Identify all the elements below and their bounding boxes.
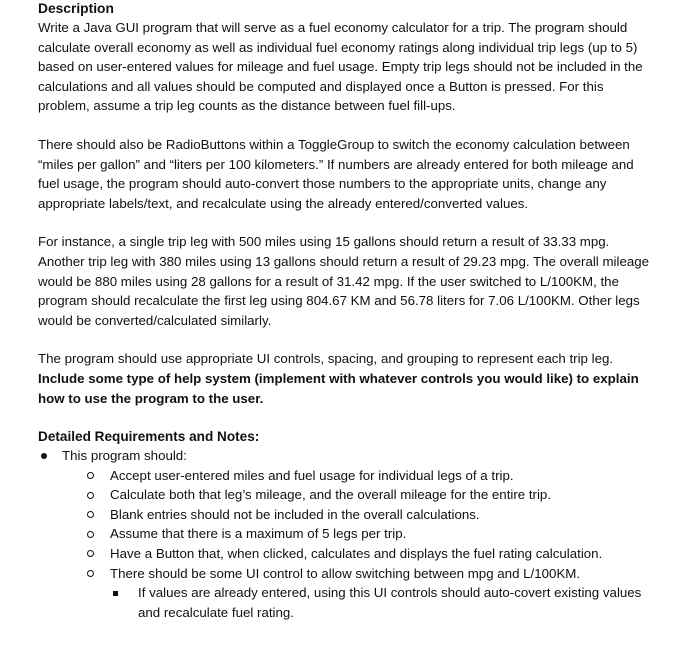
requirements-subsublist [38, 583, 658, 622]
bullet-square-icon [113, 583, 138, 603]
paragraph-spacer [38, 330, 658, 349]
requirements-heading: Detailed Requirements and Notes: [38, 429, 260, 445]
list-item-text: Blank entries should not be included in the overall calculations. [110, 506, 480, 522]
bullet-circle-icon [85, 505, 110, 525]
bullet-circle-icon [85, 544, 110, 564]
requirements-sublist [38, 466, 658, 584]
description-paragraph-1: Write a Java GUI program that will serve as a fuel economy calculator for a trip. The program should calculate overall economy as well as individual fuel economy ratings along individual trip legs (up to 5) based on user-entered values for mileage and fuel usage. Empty trip legs should not be included in the calculations and all values should be computed and displayed once a Button is pressed. For this problem, assume a trip leg counts as the distance between fuel fill-ups. [38, 20, 643, 114]
description-paragraph-2: There should also be RadioButtons within a ToggleGroup to switch the economy calculation between “miles per gallon” and “liters per 100 kilometers.” If numbers are already entered for both mileage and fuel usage, the program should auto-convert those numbers to the appropriate units, change any appropriate labels/text, and recalculate using the already entered/converted values. [38, 136, 634, 211]
list-item-text: Have a Button that, when clicked, calculates and displays the fuel rating calculation. [110, 546, 603, 562]
list-item-level-2 [85, 485, 658, 505]
requirements-list [38, 446, 658, 466]
bullet-circle-icon [85, 485, 110, 505]
list-item-level-2 [85, 466, 658, 486]
bullet-circle-icon [85, 564, 110, 584]
list-item-text: Assume that there is a maximum of 5 legs per trip. [110, 526, 407, 542]
bullet-circle-icon [85, 466, 110, 486]
list-item-text: Calculate both that leg’s mileage, and the overall mileage for the entire trip. [110, 487, 552, 503]
description-heading: Description [38, 1, 114, 16]
bullet-circle-icon [85, 524, 110, 544]
description-paragraph-3: For instance, a single trip leg with 500 miles using 15 gallons should return a result of 33.33 mpg. Another trip leg with 380 miles using 13 gallons should return a result of 29.23 mpg. The overall mileage would be 880 miles using 28 gallons for a result of 31.42 mpg. If the user switched to L/100KM, the program should recalculate the first leg using 804.67 KM and 56.78 liters for 7.06 L/100KM. Other legs would be converted/calculated similarly. [38, 234, 650, 328]
paragraph-spacer [38, 213, 658, 232]
list-item-level-3 [113, 583, 658, 622]
list-item-text: Accept user-entered miles and fuel usage for individual legs of a trip. [110, 467, 514, 483]
paragraph-spacer [38, 116, 658, 135]
description-paragraph-4 [38, 349, 658, 408]
paragraph-4-bold-text: Include some type of help system (implement with whatever controls you would like) to explain how to use the program to the user. [38, 370, 639, 406]
paragraph-4-plain-text: The program should use appropriate UI controls, spacing, and grouping to represent each trip leg. [38, 351, 614, 367]
list-item-text: There should be some UI control to allow switching between mpg and L/100KM. [110, 565, 581, 581]
bullet-dot-icon [38, 446, 62, 466]
list-item-text: If values are already entered, using this UI controls should auto-covert existing values and recalculate fuel rating. [138, 585, 642, 620]
list-item-level-1 [38, 446, 658, 466]
paragraph-spacer [38, 408, 658, 427]
list-item-level-2 [85, 505, 658, 525]
list-item-text: This program should: [62, 448, 187, 464]
list-item-level-2 [85, 544, 658, 564]
list-item-level-2 [85, 564, 658, 584]
list-item-level-2 [85, 524, 658, 544]
document-page [38, 0, 658, 622]
